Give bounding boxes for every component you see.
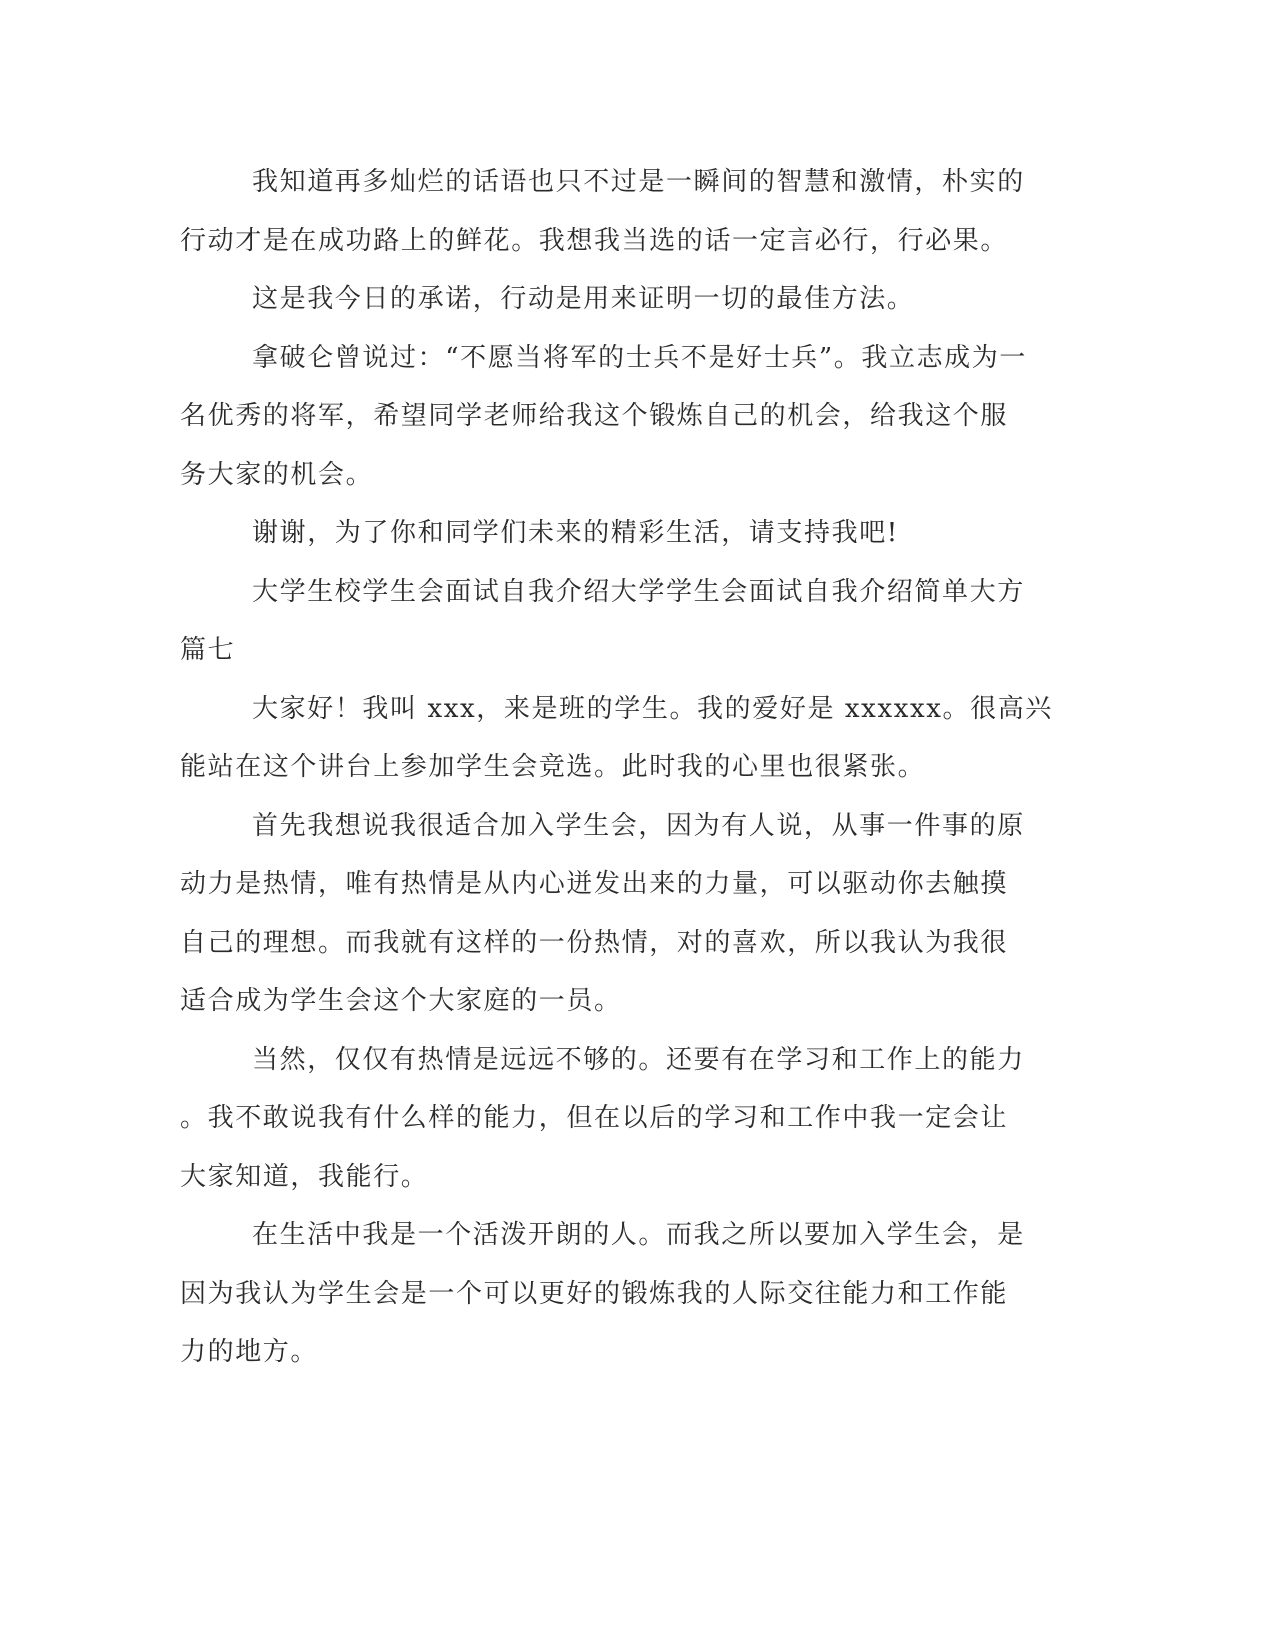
paragraph-personality (180, 1206, 1030, 1382)
text-line: 行动才是在成功路上的鲜花。我想我当选的话一定言必行，行必果。 (180, 225, 1009, 256)
text-line: 大家好！我叫 xxx，来是班的学生。我的爱好是 xxxxxx。很高兴 (252, 693, 1053, 724)
text-line: 大家知道，我能行。 (180, 1161, 429, 1192)
text-line: 务大家的机会。 (180, 459, 374, 490)
paragraph-promise-action (180, 153, 1030, 270)
text-line: 自己的理想。而我就有这样的一份热情，对的喜欢，所以我认为我很 (180, 927, 1009, 958)
text-line: 大学生校学生会面试自我介绍大学学生会面试自我介绍简单大方 (252, 576, 1025, 607)
text-line: 力的地方。 (180, 1337, 319, 1367)
text-line: 在生活中我是一个活泼开朗的人。而我之所以要加入学生会，是 (252, 1220, 1025, 1250)
text-line: 动力是热情，唯有热情是从内心迸发出来的力量，可以驱动你去触摸 (180, 869, 1009, 899)
text-line: 我知道再多灿烂的话语也只不过是一瞬间的智慧和激情，朴实的 (252, 167, 1025, 197)
text-line: 。我不敢说我有什么样的能力，但在以后的学习和工作中我一定会让 (180, 1103, 1009, 1133)
text-line: 篇七 (180, 635, 236, 665)
paragraph-passion (180, 797, 1030, 1031)
paragraph-today-promise (180, 270, 1030, 329)
text-line: 拿破仑曾说过：“不愿当将军的士兵不是好士兵”。我立志成为一 (252, 342, 1027, 373)
paragraph-thanks (180, 504, 1030, 563)
paragraph-napoleon-quote (180, 329, 1030, 505)
text-line: 谢谢，为了你和同学们未来的精彩生活，请支持我吧! (252, 518, 899, 548)
text-line: 因为我认为学生会是一个可以更好的锻炼我的人际交往能力和工作能 (180, 1278, 1009, 1309)
text-line: 当然，仅仅有热情是远远不够的。还要有在学习和工作上的能力 (252, 1044, 1025, 1075)
section-heading (180, 563, 1030, 680)
document-body (180, 153, 1053, 1382)
paragraph-greeting (180, 680, 1053, 797)
text-line: 这是我今日的承诺，行动是用来证明一切的最佳方法。 (252, 284, 915, 314)
text-line: 首先我想说我很适合加入学生会，因为有人说，从事一件事的原 (252, 810, 1025, 841)
text-line: 适合成为学生会这个大家庭的一员。 (180, 986, 622, 1016)
text-line: 能站在这个讲台上参加学生会竞选。此时我的心里也很紧张。 (180, 752, 926, 782)
paragraph-ability (180, 1031, 1030, 1207)
text-line: 名优秀的将军，希望同学老师给我这个锻炼自己的机会，给我这个服 (180, 401, 1009, 431)
